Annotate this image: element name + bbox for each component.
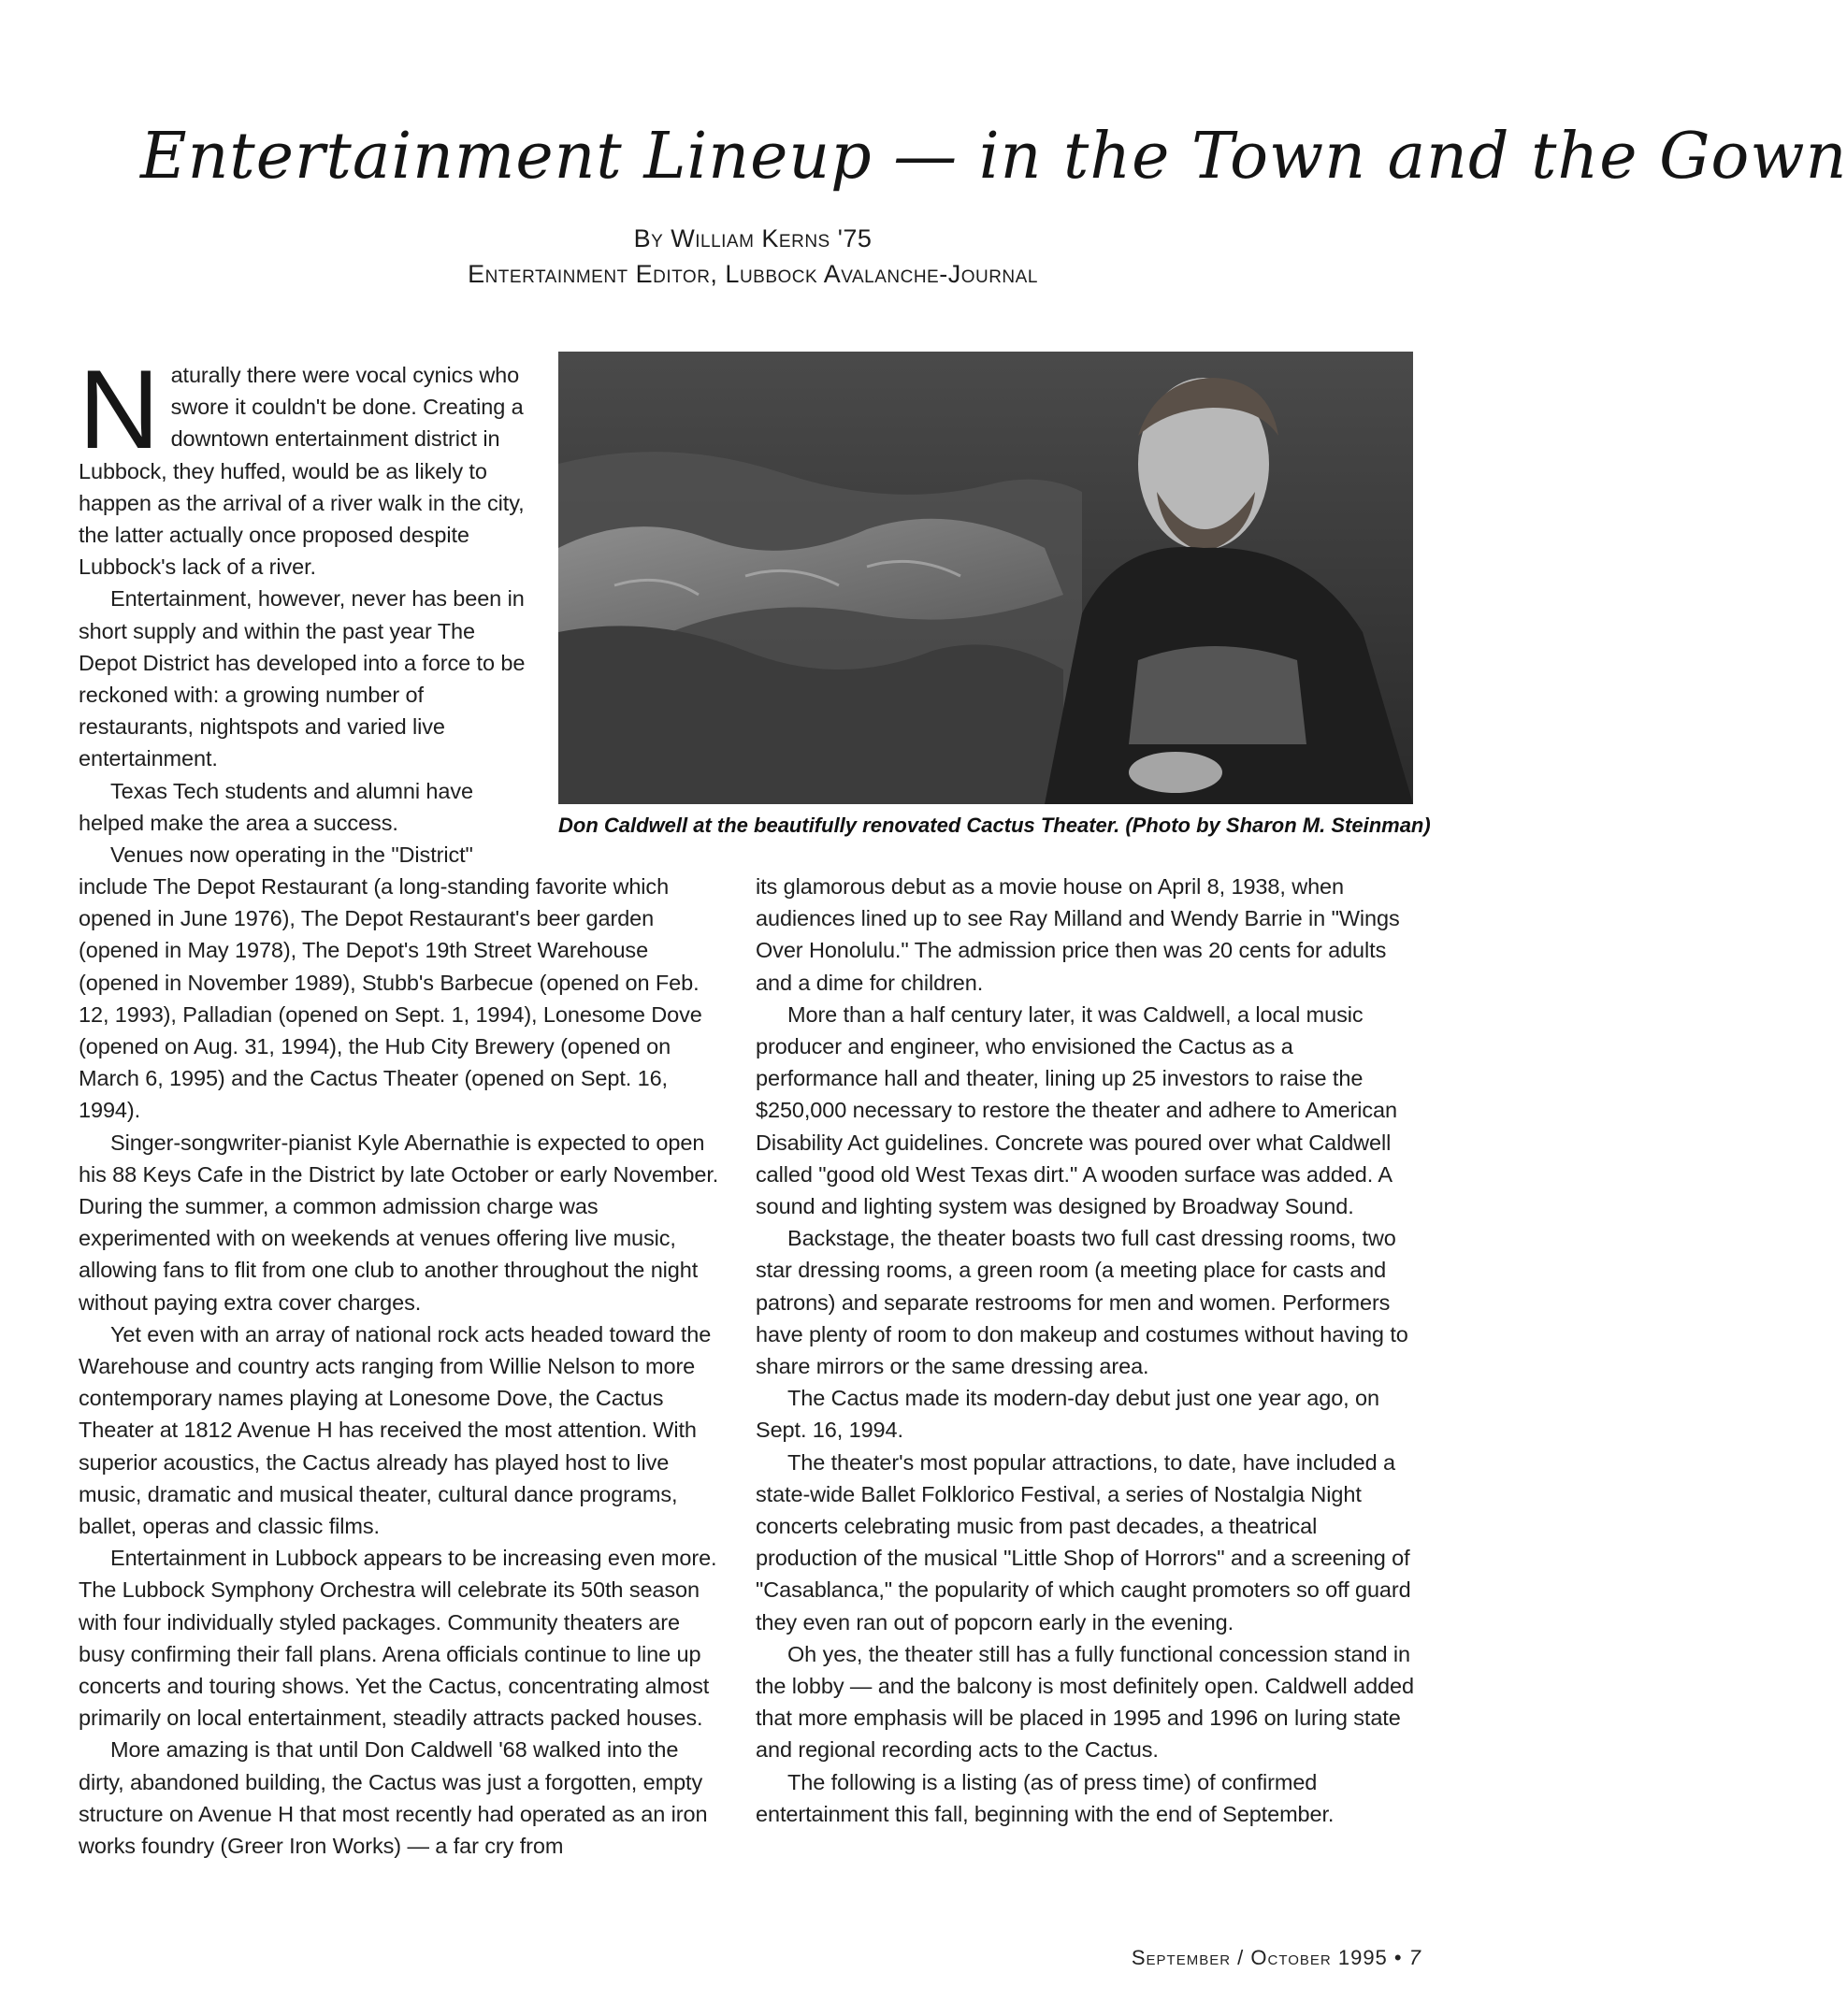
article-paragraph-8: Entertainment in Lubbock appears to be increasing even more. The Lubbock Symphony Orchestra will celebrate its 50th season with four individually styled packages. Community theaters are busy confirming their fall plans. Arena officials continue to line up concerts and touring shows. Yet the Cactus, concentrating almost primarily on local entertainment, steadily attracts packed houses. bbox=[79, 1546, 717, 1731]
author-byline: By William Kerns '75 bbox=[633, 224, 873, 252]
article-paragraph-14: The theater's most popular attractions, to date, have included a state-wide Ballet Folklorico Festival, a series of Nostalgia Night concerts celebrating music from past decades, a theatrical production of the musical "Little Shop of Horrors" and a screening of "Casablanca," the popularity of which caught promoters so off guard they even ran out of popcorn early in the evening. bbox=[756, 1449, 1411, 1634]
article-paragraph-3: Texas Tech students and alumni have helped make the area a success. bbox=[79, 778, 473, 835]
article-paragraph-9: More amazing is that until Don Caldwell '68 walked into the dirty, abandoned building, the Cactus was just a forgotten, empty structure on Avenue H that most recently had operated as an iron works foundry (Greer Iron Works) — a far cry from bbox=[79, 1737, 708, 1859]
photo-don-caldwell bbox=[558, 352, 1413, 804]
article-column-3 bbox=[756, 871, 1416, 1830]
page-number: 7 bbox=[1408, 1946, 1421, 1969]
article-paragraph-1 bbox=[79, 347, 535, 583]
article-paragraph-11: More than a half century later, it was Caldwell, a local music producer and engineer, who envisioned the Cactus as a performance hall and theater, lining up 25 investors to raise the $250,000 necessary to restore the theater and adhere to American Disability Act guidelines. Concrete was poured over what Caldwell called "good old West Texas dirt." A wooden surface was added. A sound and lighting system was designed by Broadway Sound. bbox=[756, 1001, 1397, 1219]
article-paragraph-4: Venues now operating in the "District" bbox=[110, 842, 473, 868]
article-paragraph-16: The following is a listing (as of press time) of confirmed entertainment this fall, beginning with the end of September. bbox=[756, 1769, 1335, 1826]
article-paragraph-7: Yet even with an array of national rock acts headed toward the Warehouse and country acts ranging from Willie Nelson to more contemporary names playing at Lonesome Dove, the Cactus Theater at 1812 Avenue H has received the most attention. With superior acoustics, the Cactus already has played host to live music, dramatic and musical theater, cultural dance programs, ballet, operas and classic films. bbox=[79, 1321, 712, 1539]
photo-placeholder-image bbox=[558, 352, 1413, 804]
article-column-1 bbox=[79, 347, 535, 871]
author-affiliation: Entertainment Editor, Lubbock Avalanche-Journal bbox=[468, 260, 1038, 288]
article-paragraph-6: Singer-songwriter-pianist Kyle Abernathie is expected to open his 88 Keys Cafe in the District by late October or early November. During the summer, a common admission charge was experimented with on weekends at venues offering live music, allowing fans to flit from one club to another throughout the night without paying extra cover charges. bbox=[79, 1130, 719, 1315]
byline-block bbox=[0, 221, 1506, 292]
drop-cap: N bbox=[79, 347, 160, 472]
photo-caption: Don Caldwell at the beautifully renovated Cactus Theater. (Photo by Sharon M. Steinman) bbox=[558, 814, 1431, 837]
article-title: Entertainment Lineup — in the Town and the Gown bbox=[140, 120, 1847, 194]
issue-date: September / October 1995 bbox=[1131, 1946, 1388, 1969]
article-paragraph-12: Backstage, the theater boasts two full cast dressing rooms, two star dressing rooms, a green room (a meeting place for casts and patrons) and separate restrooms for men and women. Performers have plenty of room to don makeup and costumes without having to share mirrors or the same dressing area. bbox=[756, 1226, 1408, 1379]
article-column-2 bbox=[79, 871, 724, 1862]
article-paragraph-1-text: aturally there were vocal cynics who swore it couldn't be done. Creating a downtown entertainment district in Lubbock, they huffed, would be as likely to happen as the arrival of a river walk in the city, the latter actually once proposed despite Lubbock's lack of a river. bbox=[79, 363, 525, 580]
article-paragraph-15: Oh yes, the theater still has a fully functional concession stand in the lobby — and the balcony is most definitely open. Caldwell added that more emphasis will be placed in 1995 and 1996 on luring state and regional recording acts to the Cactus. bbox=[756, 1641, 1414, 1763]
footer-separator: • bbox=[1393, 1946, 1403, 1969]
article-paragraph-10: its glamorous debut as a movie house on April 8, 1938, when audiences lined up to see Ray Milland and Wendy Barrie in "Wings Over Honolulu." The admission price then was 20 cents for adults and a dime for children. bbox=[756, 874, 1400, 995]
article-paragraph-5: include The Depot Restaurant (a long-standing favorite which opened in June 1976), The Depot Restaurant's beer garden (opened in May 1978), The Depot's 19th Street Warehouse (opened in November 1989), Stubb's Barbecue (opened on Feb. 12, 1993), Palladian (opened on Sept. 1, 1994), Lonesome Dove (opened on Aug. 31, 1994), the Hub City Brewery (opened on March 6, 1995) and the Cactus Theater (opened on Sept. 16, 1994). bbox=[79, 874, 702, 1123]
article-paragraph-13: The Cactus made its modern-day debut just one year ago, on Sept. 16, 1994. bbox=[756, 1386, 1379, 1443]
page-footer bbox=[1029, 1946, 1421, 1970]
article-paragraph-2: Entertainment, however, never has been in short supply and within the past year The Depot District has developed into a force to be reckoned with: a growing number of restaurants, nightspots and varied live entertainment. bbox=[79, 586, 526, 771]
